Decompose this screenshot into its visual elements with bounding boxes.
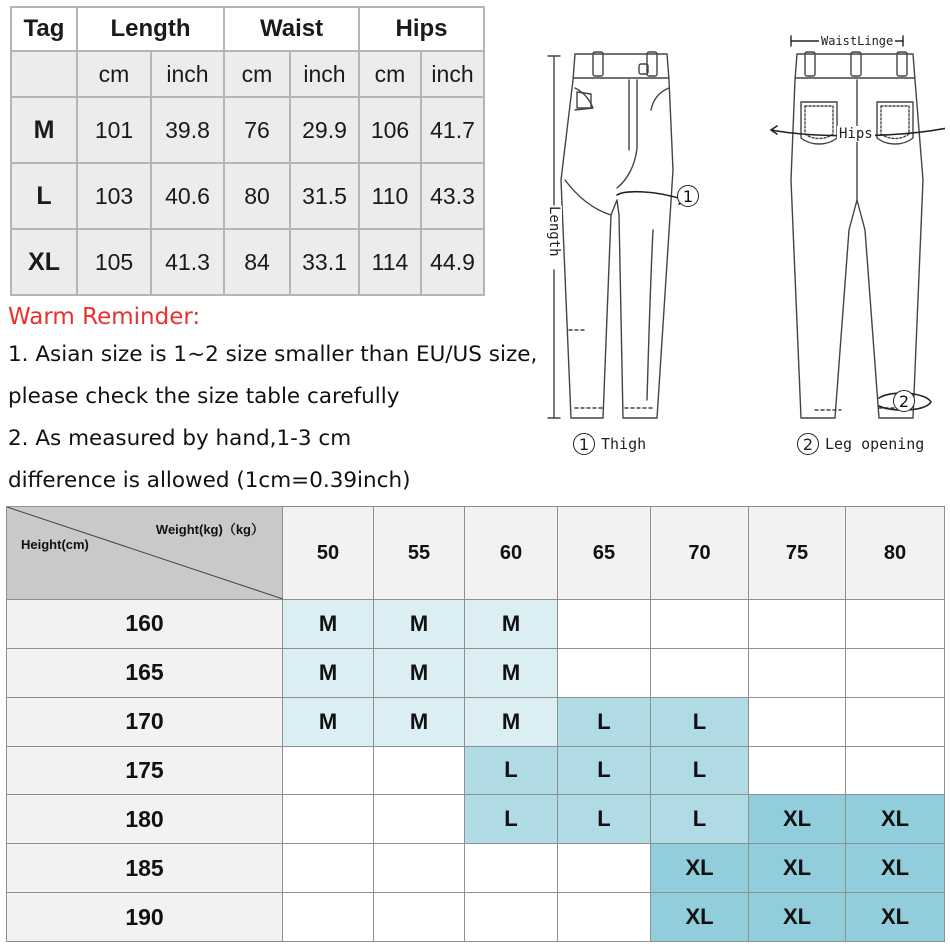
size-recommendation-cell: XL — [651, 844, 749, 893]
size-recommendation-cell: M — [374, 648, 465, 697]
column-header-waist: Waist — [224, 7, 359, 51]
height-cell: 165 — [7, 648, 283, 697]
weight-header-row — [7, 507, 945, 600]
hips-label: Hips — [839, 126, 873, 142]
size-value: 41.3 — [151, 229, 224, 295]
pants-measurement-diagram — [535, 30, 945, 470]
size-recommendation-cell: M — [465, 648, 558, 697]
corner-weight-label: Weight(kg)（kg） — [155, 522, 264, 537]
size-value: 114 — [359, 229, 421, 295]
size-recommendation-table — [6, 506, 945, 942]
height-cell: 180 — [7, 795, 283, 844]
height-cell: 185 — [7, 844, 283, 893]
height-cell: 160 — [7, 600, 283, 649]
size-value: 41.7 — [421, 97, 484, 163]
size-chart-unit-row — [11, 51, 484, 97]
unit-cell: cm — [359, 51, 421, 97]
size-recommendation-cell — [651, 600, 749, 649]
size-recommendation-cell: XL — [846, 893, 945, 942]
back-pants-drawing — [771, 36, 945, 418]
size-value: 31.5 — [290, 163, 359, 229]
size-value: 101 — [77, 97, 151, 163]
weight-header: 70 — [651, 507, 749, 600]
size-tag: L — [11, 163, 77, 229]
size-row-l — [11, 163, 484, 229]
column-header-length: Length — [77, 7, 224, 51]
height-row — [7, 893, 945, 942]
leg-opening-marker-number: 2 — [893, 390, 915, 412]
legend-label: Leg opening — [825, 435, 925, 453]
size-recommendation-cell — [558, 648, 651, 697]
size-recommendation-cell: XL — [846, 844, 945, 893]
size-value: 106 — [359, 97, 421, 163]
size-recommendation-cell: XL — [846, 795, 945, 844]
recommendation-rows — [7, 600, 945, 942]
size-recommendation-cell — [749, 648, 846, 697]
size-recommendation-cell — [374, 795, 465, 844]
size-tag: M — [11, 97, 77, 163]
size-recommendation-cell: XL — [749, 893, 846, 942]
reminder-line: please check the size table carefully — [8, 384, 400, 409]
size-recommendation-cell: L — [558, 795, 651, 844]
size-recommendation-cell: M — [465, 697, 558, 746]
size-recommendation-cell: XL — [749, 844, 846, 893]
size-tag: XL — [11, 229, 77, 295]
size-recommendation-cell — [846, 648, 945, 697]
size-recommendation-cell — [283, 893, 374, 942]
size-value: 44.9 — [421, 229, 484, 295]
size-recommendation-cell — [283, 795, 374, 844]
weight-header: 65 — [558, 507, 651, 600]
corner-height-label: Height(cm) — [21, 537, 89, 552]
size-value: 39.8 — [151, 97, 224, 163]
size-recommendation-cell — [651, 648, 749, 697]
unit-cell: inch — [421, 51, 484, 97]
legend-label: Thigh — [601, 435, 647, 453]
reminder-title: Warm Reminder: — [8, 304, 201, 330]
size-value: 110 — [359, 163, 421, 229]
reminder-line: difference is allowed (1cm=0.39inch) — [8, 468, 411, 493]
size-recommendation-cell — [846, 746, 945, 795]
size-recommendation-cell — [283, 746, 374, 795]
height-row — [7, 697, 945, 746]
size-value: 105 — [77, 229, 151, 295]
weight-header: 50 — [283, 507, 374, 600]
size-recommendation-cell — [846, 600, 945, 649]
unit-cell: cm — [77, 51, 151, 97]
warm-reminder — [8, 300, 538, 502]
size-value: 84 — [224, 229, 290, 295]
size-recommendation-cell — [374, 746, 465, 795]
unit-cell: cm — [224, 51, 290, 97]
weight-header: 80 — [846, 507, 945, 600]
size-recommendation-cell: M — [283, 648, 374, 697]
size-recommendation-cell — [465, 844, 558, 893]
size-row-m — [11, 97, 484, 163]
pants-illustration — [535, 30, 945, 470]
size-recommendation-cell: M — [283, 697, 374, 746]
size-recommendation-cell: L — [651, 746, 749, 795]
length-label: Length — [546, 206, 562, 257]
size-recommendation-cell: L — [651, 697, 749, 746]
table-corner-cell — [7, 507, 283, 600]
unit-cell: inch — [290, 51, 359, 97]
height-row — [7, 648, 945, 697]
legend-number: 2 — [797, 433, 819, 455]
size-recommendation-cell — [846, 697, 945, 746]
size-row-xl — [11, 229, 484, 295]
height-row — [7, 600, 945, 649]
height-row — [7, 844, 945, 893]
size-value: 33.1 — [290, 229, 359, 295]
column-header-hips: Hips — [359, 7, 484, 51]
height-row — [7, 795, 945, 844]
height-cell: 170 — [7, 697, 283, 746]
height-cell: 190 — [7, 893, 283, 942]
size-recommendation-cell: L — [558, 746, 651, 795]
size-recommendation-cell — [558, 600, 651, 649]
reminder-line: 2. As measured by hand,1-3 cm — [8, 426, 352, 451]
unit-cell: inch — [151, 51, 224, 97]
height-row — [7, 746, 945, 795]
size-recommendation-cell — [558, 893, 651, 942]
size-recommendation-cell: M — [374, 697, 465, 746]
size-recommendation-cell: L — [651, 795, 749, 844]
weight-header: 55 — [374, 507, 465, 600]
size-recommendation-cell: M — [374, 600, 465, 649]
size-recommendation-cell: L — [558, 697, 651, 746]
size-recommendation-cell — [558, 844, 651, 893]
legend-number: 1 — [573, 433, 595, 455]
size-recommendation-cell — [374, 844, 465, 893]
size-recommendation-cell — [749, 746, 846, 795]
size-recommendation-cell: L — [465, 795, 558, 844]
size-chart-table — [10, 6, 485, 296]
thigh-marker-number: 1 — [677, 185, 699, 207]
size-recommendation-cell — [749, 697, 846, 746]
size-value: 80 — [224, 163, 290, 229]
size-recommendation-cell — [283, 844, 374, 893]
size-recommendation-cell: XL — [749, 795, 846, 844]
unit-blank-cell — [11, 51, 77, 97]
front-pants-drawing — [561, 52, 687, 418]
size-recommendation-cell: XL — [651, 893, 749, 942]
column-header-tag: Tag — [11, 7, 77, 51]
legend-thigh — [573, 433, 646, 455]
size-value: 43.3 — [421, 163, 484, 229]
size-recommendation-cell: M — [283, 600, 374, 649]
size-recommendation-cell — [465, 893, 558, 942]
size-recommendation-cell — [749, 600, 846, 649]
legend-leg-opening — [797, 433, 924, 455]
height-cell: 175 — [7, 746, 283, 795]
reminder-line: 1. Asian size is 1~2 size smaller than EU/US size, — [8, 342, 538, 367]
size-recommendation-cell: L — [465, 746, 558, 795]
weight-header: 60 — [465, 507, 558, 600]
size-chart-header-row — [11, 7, 484, 51]
size-value: 40.6 — [151, 163, 224, 229]
weight-header: 75 — [749, 507, 846, 600]
size-value: 76 — [224, 97, 290, 163]
size-value: 29.9 — [290, 97, 359, 163]
size-recommendation-cell — [374, 893, 465, 942]
size-value: 103 — [77, 163, 151, 229]
size-recommendation-cell: M — [465, 600, 558, 649]
waist-label: WaistLinge — [821, 34, 894, 48]
